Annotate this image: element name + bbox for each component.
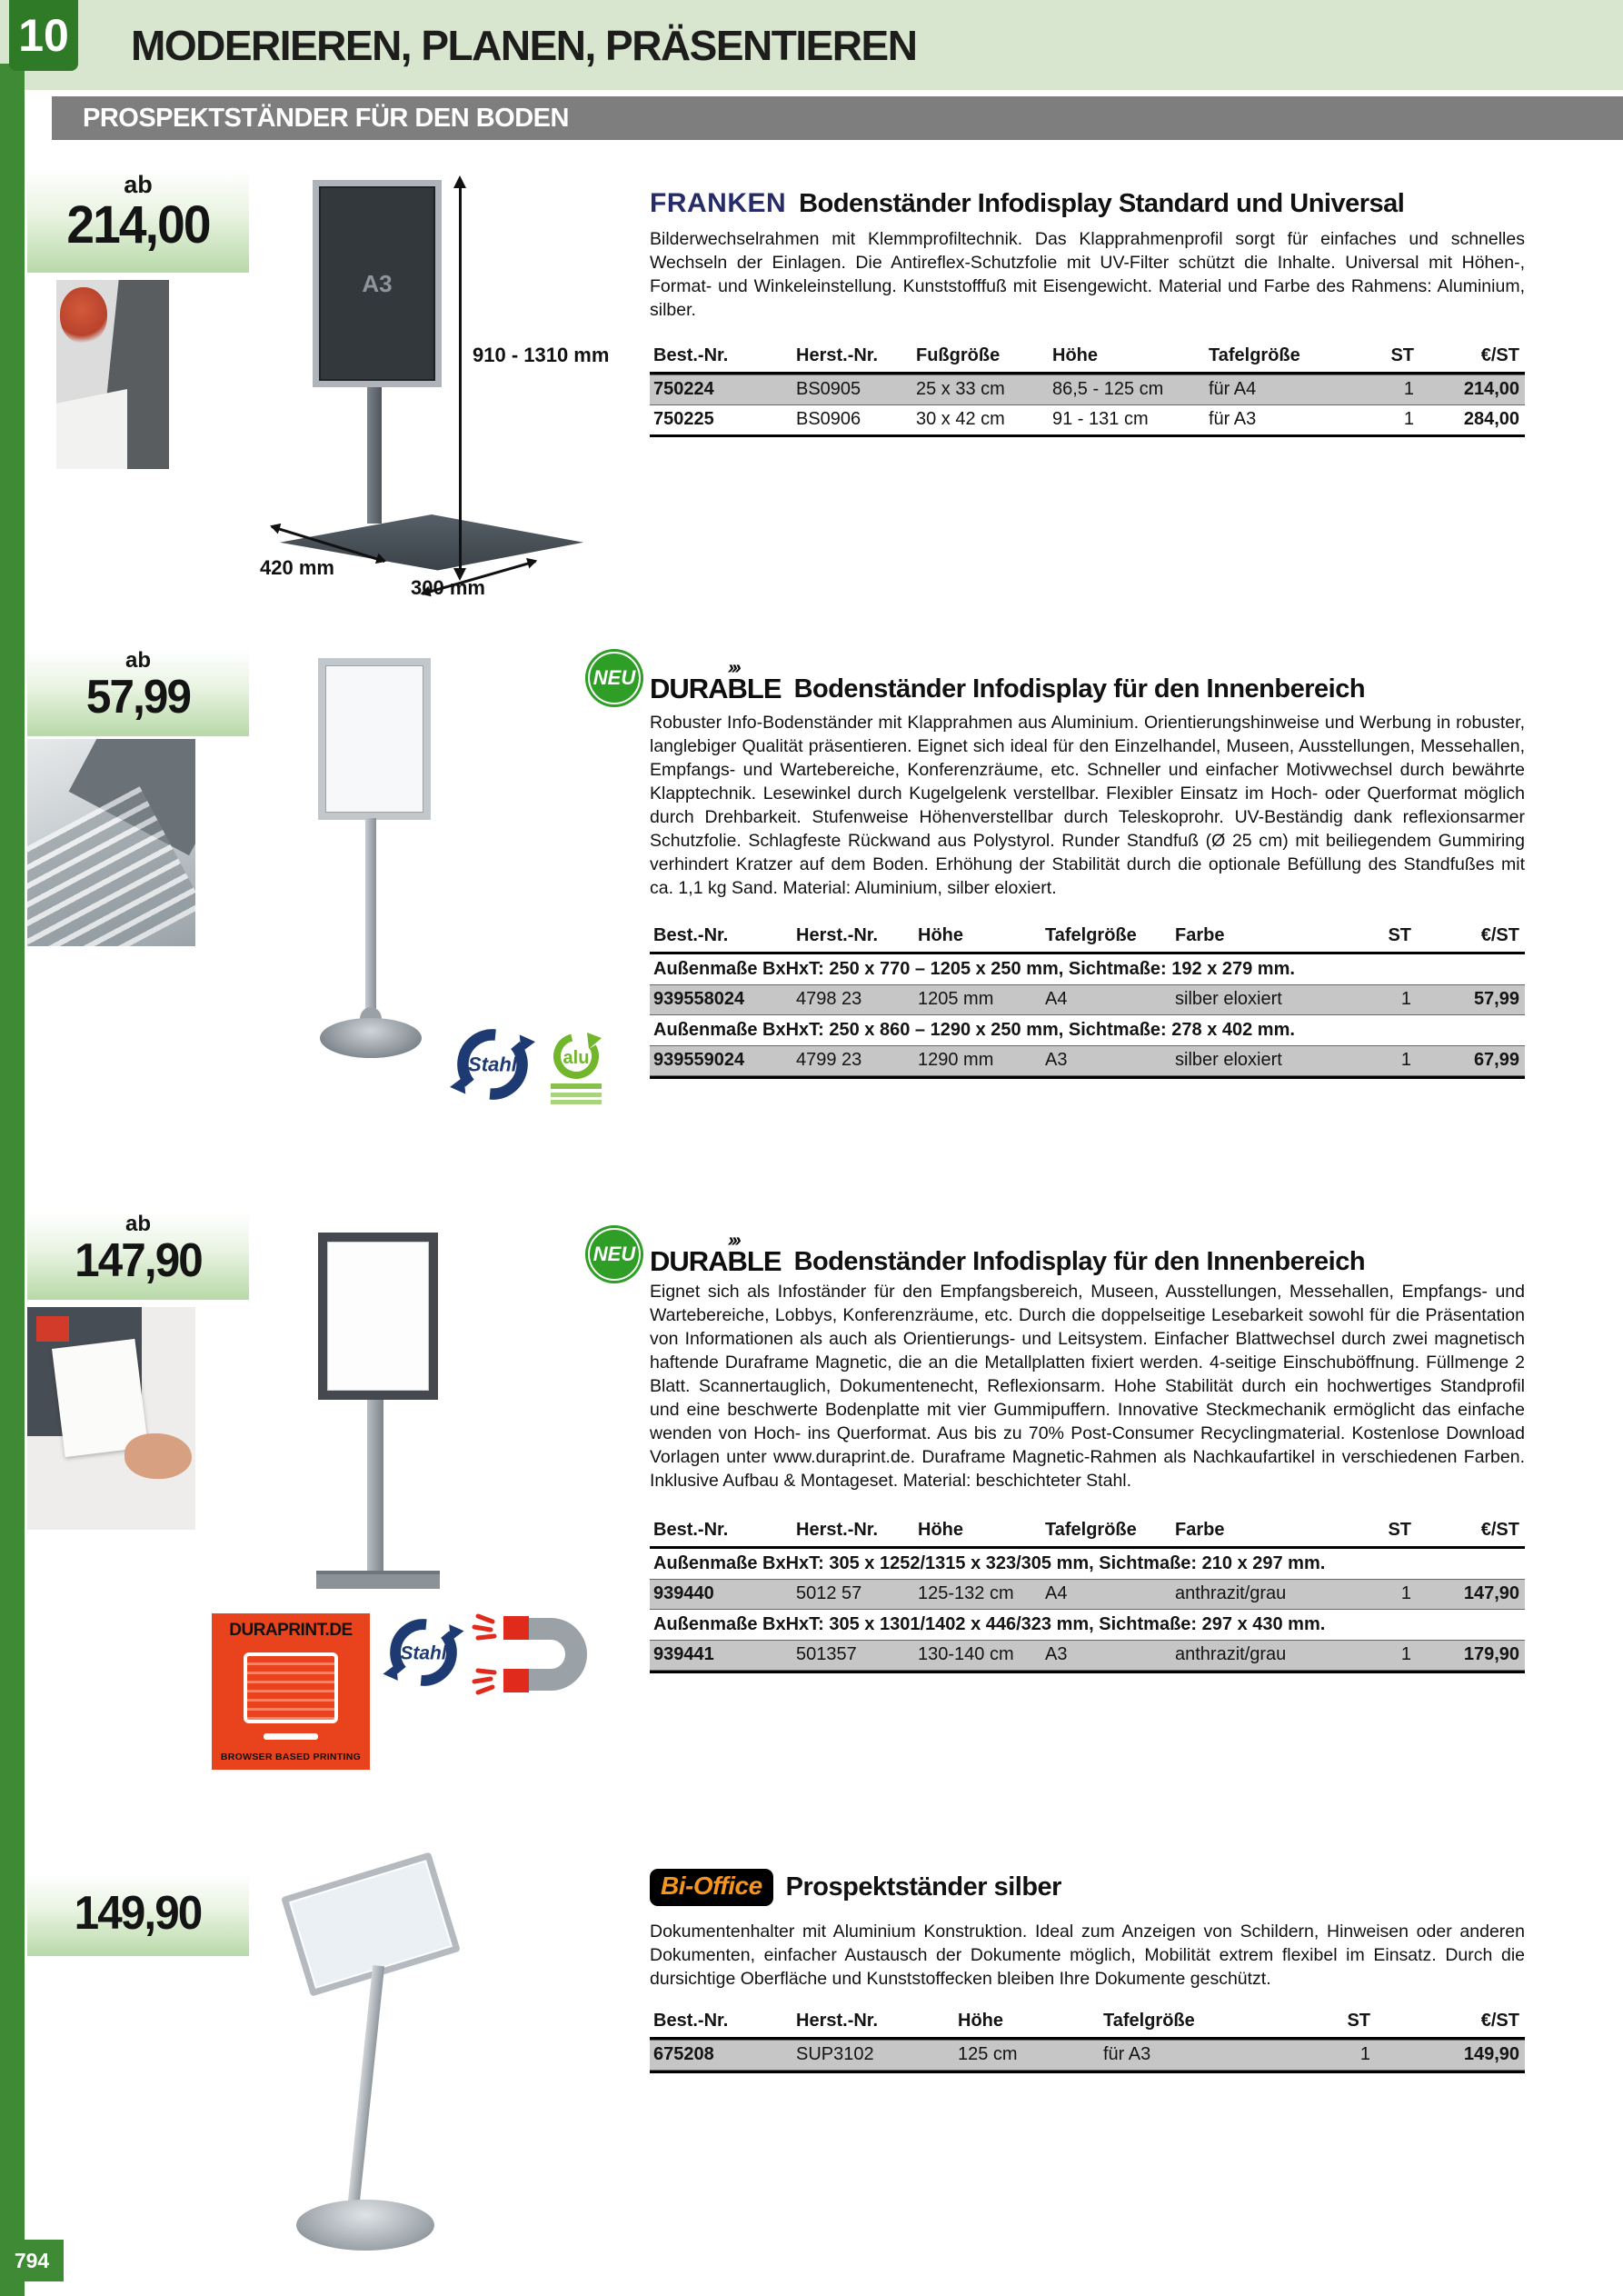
cell-tafelgroesse: A4 — [1045, 989, 1068, 1009]
col-header: ST — [1388, 1520, 1411, 1540]
cell-hoehe: 91 - 131 cm — [1052, 409, 1149, 429]
product-photo-base — [296, 2200, 434, 2251]
cell-farbe: anthrazit/grau — [1175, 1644, 1287, 1664]
cell-herstnr: 5012 57 — [796, 1583, 862, 1603]
col-header: Best.-Nr. — [653, 1520, 729, 1540]
cell-st: 1 — [1400, 1644, 1411, 1664]
cell-tafelgroesse: A3 — [1045, 1644, 1068, 1664]
col-header: €/ST — [1480, 1520, 1519, 1540]
col-header: Tafelgröße — [1209, 345, 1300, 365]
cell-fussgroesse: 30 x 42 cm — [916, 409, 1005, 429]
product-description: Eignet sich als Infoständer für den Empfangsbereich, Museen, Ausstellungen, Messehallen, Empfangs- und Wartebereiche, Lobbys, Konferenzräume, etc. Durch die doppelseitige Lesebarkeit sowohl für die Präsentation von Informationen als auch als Orientierungs- und Leitsystem. Einfacher Blattwechsel durch zwei magnetisch haftende Duraframe Magnetic, die an die Metallplatten fixiert werden. 4-seitige Einschuböffnung. Füllmenge 2 Blatt. Scannertauglich, Dokumentenecht, Reflexionsarm. Hohe Stabilität durch ein hochwertiges Standprofil und eine beschwerte Bodenplatte mit vier Gummipuffern. Innovative Steckmechanik ermöglicht das einfache wenden von Hoch- ins Querformat. Aus bis zu 70% Post-Consumer Recyclingmaterial. Kostenlose Download Vorlagen unter www.duraprint.de. Duraframe Magnetic-Rahmen als Nachkaufartikel in verschiedenen Farben. Inklusive Aufbau & Montageset. Material: beschichteter Stahl. — [650, 1282, 1525, 1491]
cell-price: 149,90 — [1463, 2044, 1519, 2064]
price-prefix: ab — [124, 171, 153, 198]
cell-herstnr: 4798 23 — [796, 989, 862, 1009]
cell-farbe: silber eloxiert — [1175, 1050, 1282, 1070]
cell-st: 1 — [1400, 1583, 1411, 1603]
cell-hoehe: 130-140 cm — [918, 1644, 1014, 1664]
price-badge — [27, 1871, 249, 1956]
cell-farbe: silber eloxiert — [1175, 989, 1282, 1009]
cell-st: 1 — [1403, 409, 1414, 429]
cell-hoehe: 125 cm — [958, 2044, 1018, 2064]
col-header: ST — [1347, 2011, 1370, 2031]
durable-logo-text: DURABLE — [650, 1245, 782, 1277]
col-header: Best.-Nr. — [653, 2011, 729, 2031]
cell-price: 214,00 — [1463, 379, 1519, 399]
col-header: ST — [1388, 925, 1411, 945]
cell-price: 179,90 — [1463, 1644, 1519, 1664]
stahl-label: Stahl — [468, 1053, 517, 1076]
col-header: Best.-Nr. — [653, 345, 729, 365]
cell-tafelgroesse: A3 — [1045, 1050, 1068, 1070]
col-header: Höhe — [1052, 345, 1098, 365]
cell-price: 147,90 — [1463, 1583, 1519, 1603]
dimensions-note: Außenmaße BxHxT: 305 x 1301/1402 x 446/323 mm, Sichtmaße: 297 x 430 mm. — [653, 1614, 1326, 1634]
page-number-tab — [0, 2240, 64, 2281]
col-header: €/ST — [1480, 345, 1519, 365]
product-title: Bodenständer Infodisplay Standard und Universal — [799, 188, 1405, 218]
col-header: Tafelgröße — [1045, 1520, 1137, 1540]
price-value: 149,90 — [75, 1887, 202, 1940]
cell-price: 284,00 — [1463, 409, 1519, 429]
col-header: Herst.-Nr. — [796, 2011, 879, 2031]
dimensions-note: Außenmaße BxHxT: 250 x 770 – 1205 x 250 mm, Sichtmaße: 192 x 279 mm. — [653, 959, 1295, 979]
cell-tafelgroesse: für A4 — [1209, 379, 1257, 399]
chapter-title: MODERIEREN, PLANEN, PRÄSENTIEREN — [131, 21, 917, 69]
product-description: Bilderwechselrahmen mit Klemmprofiltechnik. Das Klapprahmenprofil sorgt für einfaches und schnelles Wechseln der Einlagen. Die Antireflex-Schutzfolie mit UV-Filter schützt die Inhalte. Universal mit Höhen-, Format- und Winkeleinstellung. Kunststofffuß mit Eisengewicht. Material und Farbe des Rahmens: Aluminium, silber. — [650, 229, 1525, 320]
col-header: Farbe — [1175, 925, 1225, 945]
durable-logo-text: DURABLE — [650, 673, 782, 704]
cell-bestnr: 939558024 — [653, 989, 745, 1009]
cell-herstnr: BS0906 — [796, 409, 861, 429]
table-header-row — [650, 2005, 1525, 2040]
col-header: Höhe — [958, 2011, 1003, 2031]
cell-hoehe: 1205 mm — [918, 989, 994, 1009]
dimensions-note: Außenmaße BxHxT: 305 x 1252/1315 x 323/305 mm, Sichtmaße: 210 x 297 mm. — [653, 1553, 1326, 1573]
cell-tafelgroesse: für A3 — [1103, 2044, 1151, 2064]
neu-badge-label: NEU — [592, 666, 636, 689]
cell-bestnr: 939440 — [653, 1583, 714, 1603]
stahl-label: Stahl — [400, 1642, 447, 1664]
product-table — [650, 2005, 1525, 2073]
cell-price: 57,99 — [1473, 989, 1519, 1009]
height-range-label: 910 - 1310 mm — [473, 344, 610, 366]
cell-hoehe: 1290 mm — [918, 1050, 994, 1070]
duraprint-subtitle: BROWSER BASED PRINTING — [220, 1752, 362, 1762]
brand-title-row — [650, 1869, 1527, 1906]
col-header: Herst.-Nr. — [796, 345, 879, 365]
col-header: Best.-Nr. — [653, 925, 729, 945]
franken-logo: FRANKEN — [650, 188, 787, 218]
cell-st: 1 — [1403, 379, 1414, 399]
page-number: 794 — [14, 2248, 50, 2272]
cell-herstnr: 4799 23 — [796, 1050, 862, 1070]
price-value: 214,00 — [66, 195, 210, 255]
price-prefix: ab — [124, 1212, 151, 1236]
cell-bestnr: 750225 — [653, 409, 714, 429]
col-header: Herst.-Nr. — [796, 925, 879, 945]
cell-herstnr: BS0905 — [796, 379, 861, 399]
cell-bestnr: 939441 — [653, 1644, 714, 1664]
chapter-number: 10 — [18, 10, 69, 61]
cell-st: 1 — [1400, 1050, 1411, 1070]
col-header: Tafelgröße — [1045, 925, 1137, 945]
col-header: Fußgröße — [916, 345, 1001, 365]
cell-tafelgroesse: A4 — [1045, 1583, 1068, 1603]
cell-fussgroesse: 25 x 33 cm — [916, 379, 1005, 399]
product-title: Prospektständer silber — [785, 1872, 1061, 1902]
bioffice-logo: Bi-Office — [650, 1869, 773, 1906]
col-header: ST — [1390, 345, 1414, 365]
cell-st: 1 — [1359, 2044, 1370, 2064]
section-title: PROSPEKTSTÄNDER FÜR DEN BODEN — [83, 103, 569, 133]
base-width-label: 420 mm — [260, 556, 334, 579]
product-description: Dokumentenhalter mit Aluminium Konstruktion. Ideal zum Anzeigen von Schildern, Hinweisen oder anderen Dokumenten, einfacher Austausch der Dokumente möglich, Mobilität extrem flexibel im Einsatz. Durch die dursichtige Oberfläche und Kunststoffecken bleiben Ihre Dokumente geschützt. — [650, 1922, 1525, 1989]
cell-price: 67,99 — [1473, 1050, 1519, 1070]
duraprint-title: DURAPRINT.DE — [229, 1621, 353, 1640]
cell-bestnr: 675208 — [653, 2044, 714, 2064]
cell-hoehe: 125-132 cm — [918, 1583, 1014, 1603]
col-header: Höhe — [918, 925, 963, 945]
product-title: Bodenständer Infodisplay für den Innenbereich — [793, 1246, 1366, 1276]
cell-farbe: anthrazit/grau — [1175, 1583, 1287, 1603]
price-value: 57,99 — [85, 671, 191, 724]
table-row — [650, 2040, 1525, 2071]
product-title: Bodenständer Infodisplay für den Innenbereich — [793, 674, 1366, 704]
cell-herstnr: 501357 — [796, 1644, 857, 1664]
product-description: Robuster Info-Bodenständer mit Klapprahmen aus Aluminium. Orientierungshinweise und Werbung in robuster, langlebiger Qualität präsentieren. Eignet sich ideal für den Einzelhandel, Museen, Ausstellungen, Messehallen, Empfangs- und Wartebereiche, Konferenzräume, etc. Schneller und einfacher Motivwechsel durch bewährte Klapptechnik. Lesewinkel durch Kugelgelenk verstellbar. Flexibler Einsatz im Hoch- oder Querformat möglich durch Drehbarkeit. Stufenweise Höhenverstellbar durch Teleskoprohr. UV-Beständig dank reflexionsarmer Schutzfolie. Schlagfeste Rückwand aus Polystyrol. Runder Standfuß (Ø 25 cm) mit beiliegendem Gummiring verhindert Kratzer auf dem Boden. Erhöhung der Stabilität durch die optionale Befüllung des Standfußes mit ca. 1,1 kg Sand. Material: Aluminium, silber eloxiert. — [650, 713, 1525, 898]
col-header: €/ST — [1480, 925, 1519, 945]
cell-bestnr: 750224 — [653, 379, 714, 399]
price-value: 147,90 — [75, 1234, 202, 1287]
dimensions-note: Außenmaße BxHxT: 250 x 860 – 1290 x 250 mm, Sichtmaße: 278 x 402 mm. — [653, 1020, 1295, 1040]
price-prefix: ab — [124, 648, 151, 673]
product-photo-pole — [347, 1965, 384, 2211]
cell-st: 1 — [1400, 989, 1411, 1009]
cell-hoehe: 86,5 - 125 cm — [1052, 379, 1164, 399]
cell-tafelgroesse: für A3 — [1209, 409, 1257, 429]
col-header: Tafelgröße — [1103, 2011, 1195, 2031]
frame-size-label: A3 — [362, 269, 393, 297]
col-header: Herst.-Nr. — [796, 1520, 879, 1540]
col-header: €/ST — [1480, 2011, 1519, 2031]
base-depth-label: 300 mm — [411, 576, 485, 599]
col-header: Farbe — [1175, 1520, 1225, 1540]
col-header: Höhe — [918, 1520, 963, 1540]
cell-bestnr: 939559024 — [653, 1050, 745, 1070]
cell-herstnr: SUP3102 — [796, 2044, 874, 2064]
alu-label: alu — [563, 1048, 590, 1068]
neu-badge-label: NEU — [592, 1243, 636, 1265]
